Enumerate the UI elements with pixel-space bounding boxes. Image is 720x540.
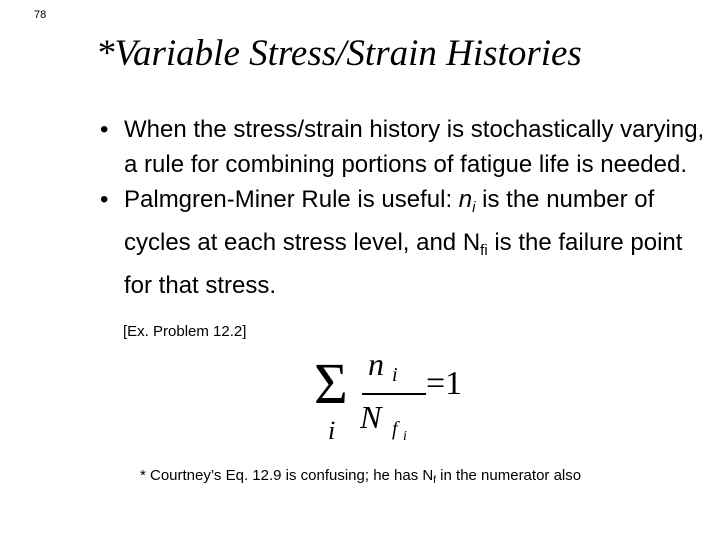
bullet-marker: • — [100, 186, 109, 213]
summation-index: i — [328, 416, 336, 445]
bullet-item — [100, 112, 705, 182]
denominator-subscript: f — [392, 418, 398, 440]
palmgren-miner-equation — [312, 344, 482, 448]
variable-nf-subscript: fi — [480, 242, 488, 259]
summation-sign: Σ — [314, 351, 348, 416]
variable-n-subscript: i — [472, 199, 476, 216]
numerator-subscript: i — [392, 364, 398, 386]
fraction-bar — [362, 393, 426, 395]
denominator-sub-subscript: i — [403, 429, 407, 444]
fraction-denominator: N — [360, 399, 382, 435]
footnote-text: * Courtney’s Eq. 12.9 is confusing; he has N — [140, 467, 434, 484]
slide-number: 78 — [34, 9, 47, 21]
fraction-numerator: n — [368, 346, 384, 382]
bullet-item — [100, 182, 705, 303]
example-reference: [Ex. Problem 12.2] — [123, 323, 247, 340]
footnote — [140, 466, 700, 491]
bullet-text: is the number of cycles at each stress level, and N — [124, 186, 655, 256]
bullet-marker: • — [100, 116, 109, 143]
footnote-subscript: f — [433, 475, 437, 486]
bullet-list — [100, 112, 705, 303]
bullet-text: Palmgren-Miner Rule is useful: — [124, 186, 459, 213]
slide-title: *Variable Stress/Strain Histories — [96, 33, 582, 74]
equation-rhs: =1 — [426, 365, 463, 402]
footnote-text: in the numerator also — [436, 467, 582, 484]
bullet-text: When the stress/strain history is stochastically varying, a rule for combining portions of fatigue life is needed. — [124, 116, 705, 178]
variable-n: n — [458, 186, 473, 213]
bullet-text: is the failure point for that stress. — [124, 229, 683, 299]
